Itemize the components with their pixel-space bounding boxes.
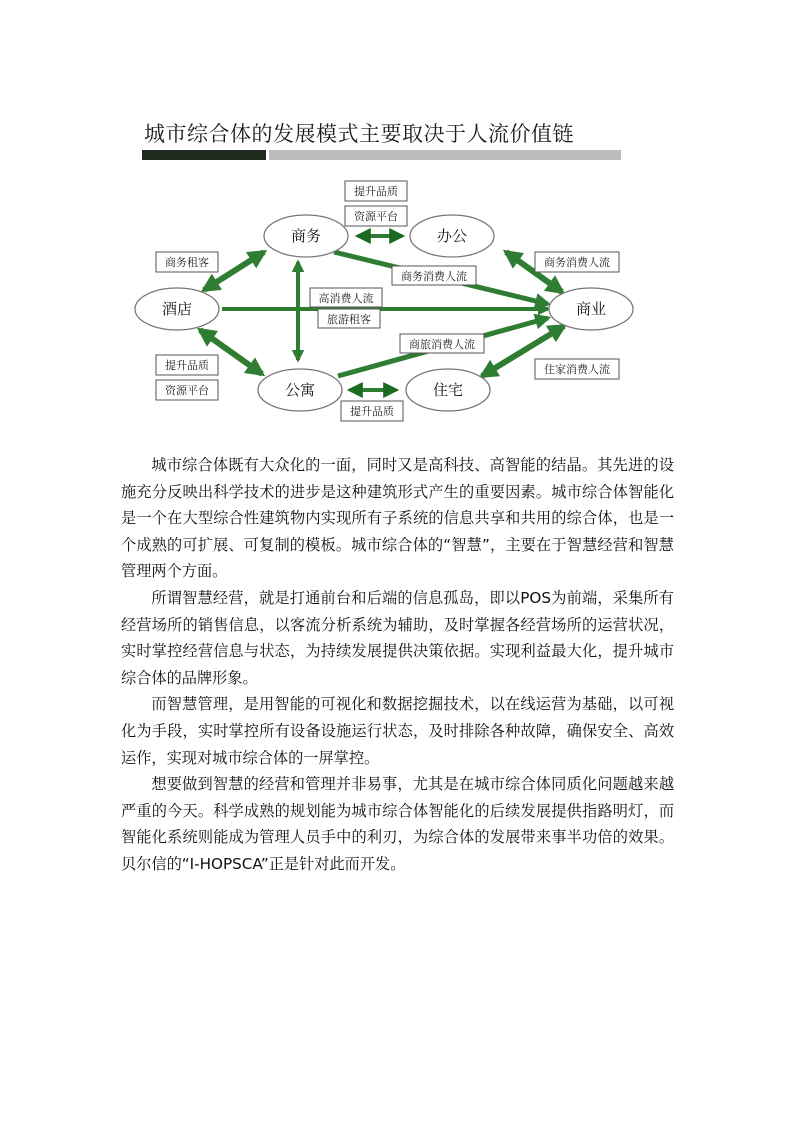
label-box-left-platform	[156, 380, 218, 400]
node-label-zhuzhai: 住宅	[432, 381, 464, 399]
node-jiudian	[135, 288, 219, 330]
node-bangong	[410, 215, 494, 257]
node-shangwu	[264, 215, 348, 257]
label-box-left-quality	[156, 355, 218, 375]
label-business-rent: 商务租客	[165, 256, 209, 269]
label-box-bottom-quality	[341, 401, 403, 421]
label-top-quality: 提升品质	[354, 185, 398, 198]
label-business-tourist-flow: 商旅消费人流	[409, 338, 475, 351]
label-tourist-rent: 旅游租客	[327, 313, 371, 326]
label-box-business-consumer-flow-right	[535, 252, 619, 272]
paragraph: 想要做到智慧的经营和管理并非易事，尤其是在城市综合体同质化问题越来越严重的今天。科学成熟的规划能为城市综合体智能化的后续发展提供指路明灯，而智能化系统则能成为管理人员手中的利刃，为综合体的发展带来事半功倍的效果。贝尔信的“I-HOPSCA”正是针对此而开发。	[121, 775, 674, 873]
label-box-home-consumer-flow	[535, 359, 619, 379]
node-gongyu	[258, 369, 342, 411]
paragraph: 所谓智慧经营，就是打通前台和后端的信息孤岛，即以POS为前端，采集所有经营场所的销售信息，以客流分析系统为辅助，及时掌握各经营场所的运营状况，实时掌控经营信息与状态，为持续发展提供决策依据。实现利益最大化，提升城市综合体的品牌形象。	[121, 588, 674, 687]
node-zhuzhai	[406, 369, 490, 411]
paragraph: 城市综合体既有大众化的一面，同时又是高科技、高智能的结晶。其先进的设施充分反映出科学技术的进步是这种建筑形式产生的重要因素。城市综合体智能化是一个在大型综合性建筑物内实现所有子系统的信息共享和共用的综合体，也是一个成熟的可扩展、可复制的模板。城市综合体的“智慧”，主要在于智慧经营和智慧管理两个方面。	[121, 456, 674, 581]
paragraph: 而智慧管理，是用智能的可视化和数据挖掘技术，以在线运营为基础，以可视化为手段，实时掌控所有设备设施运行状态，及时排除各种故障，确保安全、高效运作，实现对城市综合体的一屏掌控。	[121, 695, 674, 767]
label-box-high-consumer-flow	[310, 288, 382, 307]
label-box-business-consumer-flow	[392, 266, 476, 285]
label-high-consumer-flow: 高消费人流	[318, 292, 374, 305]
value-chain-diagram	[0, 0, 794, 440]
node-label-shangwu: 商务	[290, 227, 322, 245]
article-body	[121, 452, 674, 878]
label-top-platform: 资源平台	[354, 210, 398, 223]
node-label-jiudian: 酒店	[161, 300, 193, 318]
label-bottom-quality: 提升品质	[350, 405, 394, 418]
label-box-tourist-rent	[318, 309, 380, 328]
node-label-gongyu: 公寓	[284, 381, 316, 399]
label-box-top-platform	[345, 206, 407, 226]
node-label-bangong: 办公	[436, 227, 468, 245]
label-home-consumer-flow: 住家消费人流	[544, 363, 610, 376]
label-box-top-quality	[345, 181, 407, 201]
label-box-business-tourist-flow	[400, 334, 484, 353]
arrows	[200, 236, 564, 390]
label-business-consumer-flow-right: 商务消费人流	[544, 256, 610, 269]
node-shangye	[549, 288, 633, 330]
label-box-business-rent	[156, 252, 218, 272]
label-left-quality: 提升品质	[165, 359, 209, 372]
diagram-title: 城市综合体的发展模式主要取决于人流价值链	[144, 122, 574, 146]
node-label-shangye: 商业	[575, 300, 607, 318]
label-left-platform: 资源平台	[165, 384, 209, 397]
label-business-consumer-flow: 商务消费人流	[401, 270, 467, 283]
